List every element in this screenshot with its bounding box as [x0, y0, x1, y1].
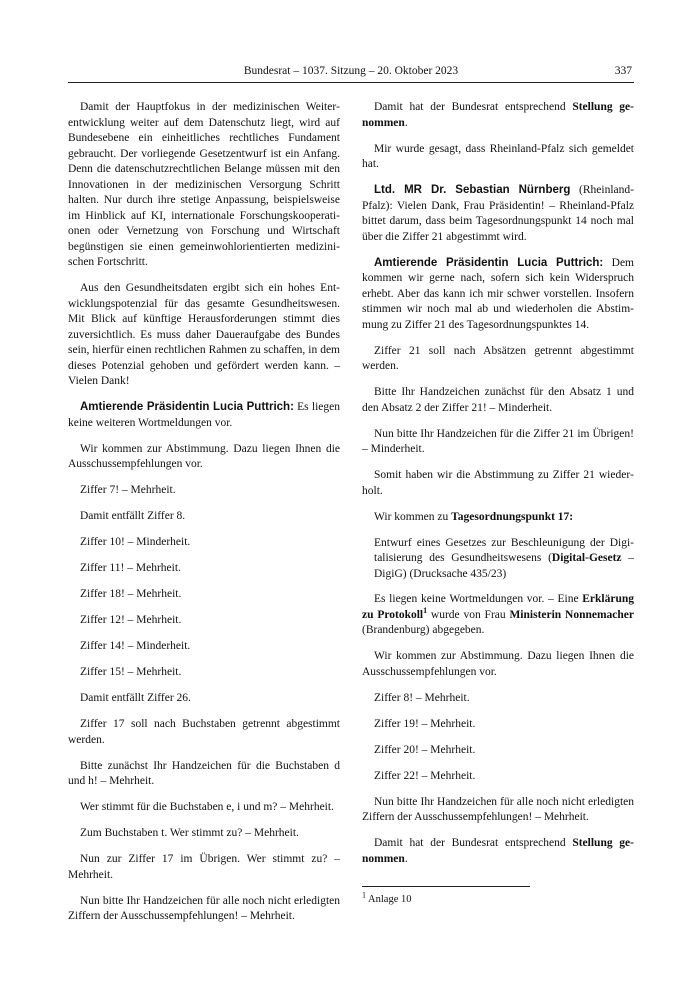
text-run: Es liegen keine Wortmeldungen vor. – Eine	[374, 593, 583, 605]
text-run: Wir kommen zu	[374, 510, 452, 523]
vote-result: Ziffer 10! – Minderheit.	[80, 536, 191, 548]
bold-text: Ministerin Nonnemacher	[509, 608, 635, 621]
paragraph: Nun bitte Ihr Handzeichen für alle noch nicht erledigten Ziffern der Ausschussempfehlungen! – Mehrheit.	[362, 795, 634, 823]
paragraph: Nun zur Ziffer 17 im Übrigen. Wer stimmt zu? – Mehrheit.	[68, 853, 340, 881]
speaker-paragraph	[362, 256, 634, 334]
bold-text: Erklärung zu Protokoll	[362, 593, 634, 621]
text-run: .	[404, 852, 408, 865]
paragraph	[362, 836, 634, 867]
vote-result: Ziffer 19! – Mehrheit.	[374, 717, 476, 730]
speaker-name: Amtierende Präsidentin Lucia Puttrich:	[80, 401, 294, 413]
vote-result: Ziffer 22! – Mehrheit.	[374, 769, 476, 782]
paragraph: Ziffer 21 soll nach Absätzen getrennt abgestimmt werden.	[362, 344, 634, 372]
paragraph: Wir kommen zur Abstimmung. Dazu liegen Ihnen die Ausschussempfehlungen vor.	[362, 650, 634, 678]
text-run: Damit hat der Bundesrat entsprechend	[374, 101, 573, 113]
paragraph: Aus den Gesundheitsdaten ergibt sich ein hohes Entwicklungspotenzial für das gesamte Gesundheitswesen. Mit Blick auf künftige Herausforderungen stimmt dies zuversichtlich. Es muss daher Daueraufgabe des Bundes sein, hierfür einen rechtlichen Rahmen zu schaffen, in dem dieses Potenzial gehoben und gefördert werden kann. – Vielen Dank!	[68, 282, 340, 387]
footnote	[362, 890, 412, 905]
speech-text: Es liegen keine weiteren Wortmeldungen vor.	[68, 401, 340, 429]
text-run: – DigiG) (Drucksache 435/23)	[374, 552, 634, 580]
text-run: Damit hat der Bundesrat entsprechend	[374, 837, 573, 849]
text-run: Entwurf eines Gesetzes zur Beschleunigung der Digitalisierung des Gesundheitswesens (	[374, 536, 634, 564]
right-column	[362, 100, 634, 878]
agenda-item-description	[362, 536, 634, 583]
text-run: .	[404, 116, 408, 129]
paragraph: Somit haben wir die Abstimmung zu Ziffer 21 wiederholt.	[362, 469, 634, 497]
vote-result: Ziffer 18! – Mehrheit.	[80, 588, 182, 600]
bold-text: Digital-Gesetz	[551, 552, 622, 564]
paragraph: Mir wurde gesagt, dass Rheinland-Pfalz sich gemeldet hat.	[362, 142, 634, 170]
bold-text: Stellung genommen	[362, 101, 634, 129]
speaker-paragraph	[68, 400, 340, 431]
left-column	[68, 100, 340, 935]
agenda-item-label: Tagesordnungspunkt 17:	[451, 510, 574, 523]
footnote-reference[interactable]: 1	[423, 605, 428, 615]
speaker-paragraph	[362, 183, 634, 245]
vote-result: Ziffer 14! – Minderheit.	[80, 640, 191, 652]
vote-result: Ziffer 7! – Mehrheit.	[80, 484, 176, 496]
page-number: 337	[614, 65, 632, 77]
paragraph: Zum Buchstaben t. Wer stimmt zu? – Mehrheit.	[80, 827, 299, 839]
speech-text: Dem kommen wir gerne nach, sofern sich kein Widerspruch erhebt. Aber das kann ich mir schwer vorstellen. Insofern stimmen wir noch mal ab und wiederholen die Abstimmung zu Ziffer 21 des Tagesordnungspunktes 14.	[362, 256, 635, 331]
vote-result: Damit entfällt Ziffer 26.	[80, 692, 191, 704]
text-run: wurde von Frau	[427, 608, 510, 621]
page-header-title: Bundesrat – 1037. Sitzung – 20. Oktober 2023	[243, 65, 459, 77]
paragraph: Damit der Hauptfokus in der medizinischen Weiterentwicklung weiter auf dem Datenschutz liegt, wird auf Bundesebene ein einheitliches rechtliches Fundament gebraucht. Der vorliegende Gesetzentwurf ist ein Anfang. Denn die datenschutzrechtlichen Belange müssen mit den Innovationen in der medizinischen Versorgung Schritt halten. Nur durch ihre stetige Anpassung, beispielsweise im Hinblick auf KI, internationale Forschungskooperationen oder Vernetzung von Forschung und Wirtschaft begünstigen sie einen gemeinwohlorientierten medizinischen Fortschritt.	[68, 101, 340, 268]
vote-result: Damit entfällt Ziffer 8.	[80, 510, 186, 522]
agenda-item-heading	[362, 510, 634, 526]
paragraph: Nun bitte Ihr Handzeichen für alle noch nicht erledigten Ziffern der Ausschussempfehlungen! – Mehrheit.	[68, 894, 340, 922]
bold-text: Stellung genommen	[362, 837, 634, 865]
speaker-name: Amtierende Präsidentin Lucia Puttrich:	[374, 256, 604, 269]
vote-result: Ziffer 20! – Mehrheit.	[374, 743, 476, 756]
speaker-name: Ltd. MR Dr. Sebastian Nürnberg	[374, 184, 571, 196]
paragraph: Wer stimmt für die Buchstaben e, i und m? – Mehrheit.	[80, 801, 334, 813]
vote-result: Ziffer 12! – Mehrheit.	[80, 614, 182, 626]
speech-text: (Rheinland-Pfalz): Vielen Dank, Frau Präsidentin! – Rheinland-Pfalz bittet darum, dass beim Tagesordnungspunkt 14 noch mal über die Ziffer 21 abgestimmt wird.	[362, 184, 634, 243]
paragraph: Bitte Ihr Handzeichen zunächst für den Absatz 1 und den Absatz 2 der Ziffer 21! – Minderheit.	[362, 386, 634, 414]
page-header	[68, 62, 634, 83]
footnote-divider	[362, 886, 530, 887]
paragraph: Nun bitte Ihr Handzeichen für die Ziffer 21 im Übrigen! – Minderheit.	[362, 427, 634, 455]
footnote-text: Anlage 10	[368, 894, 412, 905]
vote-result: Ziffer 15! – Mehrheit.	[80, 666, 182, 678]
vote-result: Ziffer 8! – Mehrheit.	[374, 691, 470, 704]
paragraph: Bitte zunächst Ihr Handzeichen für die Buchstaben d und h! – Mehrheit.	[68, 759, 340, 787]
paragraph	[362, 592, 634, 639]
footnote-marker: 1	[362, 890, 366, 900]
vote-result: Ziffer 11! – Mehrheit.	[80, 562, 181, 574]
text-run: (Brandenburg) abgegeben.	[362, 624, 485, 636]
paragraph: Ziffer 17 soll nach Buchstaben getrennt abgestimmt werden.	[68, 718, 340, 746]
paragraph	[362, 100, 634, 131]
paragraph: Wir kommen zur Abstimmung. Dazu liegen Ihnen die Ausschussempfehlungen vor.	[68, 442, 340, 470]
